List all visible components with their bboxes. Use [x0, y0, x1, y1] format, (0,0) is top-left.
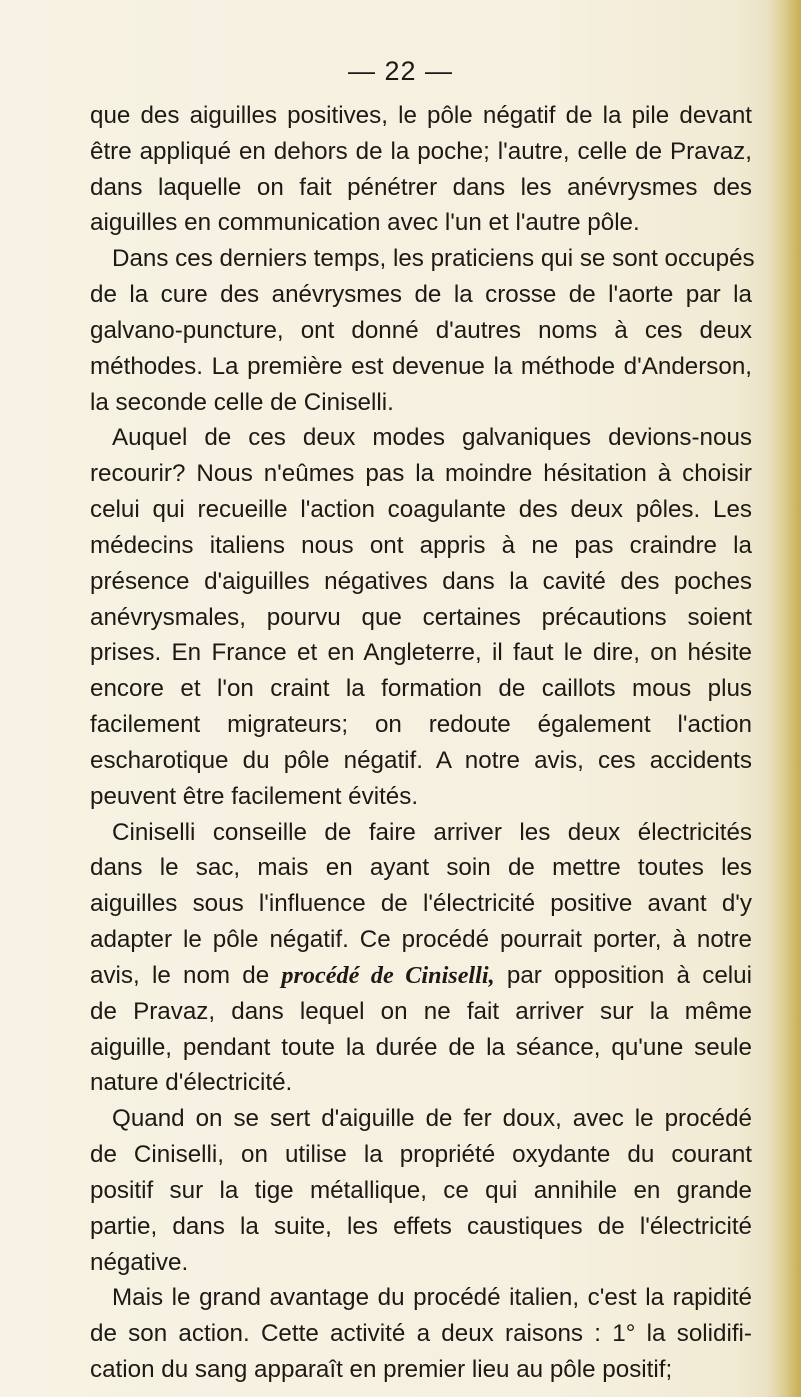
- text-line-with-italic: [90, 958, 752, 994]
- text-line: peuvent être facilement évités.: [90, 782, 419, 810]
- text-line: adapter le pôle négatif. Ce procédé pourrait porter, à notre: [90, 926, 752, 954]
- text-line: facilement migrateurs; on redoute également l'action: [90, 711, 752, 739]
- text-line: de son action. Cette activité a deux raisons : 1° la solidifi-: [90, 1320, 752, 1348]
- page-edge-stain: [767, 0, 801, 1397]
- text-line: que des aiguilles positives, le pôle négatif de la pile devant: [90, 102, 752, 129]
- text-line: cation du sang apparaît en premier lieu au pôle positif;: [90, 1355, 673, 1383]
- text-line: prises. En France et en Angleterre, il faut le dire, on hésite: [90, 639, 752, 667]
- text-line: négative.: [90, 1248, 189, 1276]
- paragraph-start-line: Dans ces derniers temps, les praticiens qui se sont occupés: [112, 245, 755, 273]
- text-line: anévrysmales, pourvu que certaines précautions soient: [90, 603, 752, 631]
- text-line: recourir? Nous n'eûmes pas la moindre hésitation à choisir: [90, 460, 752, 488]
- text-line: galvano-puncture, ont donné d'autres noms à ces deux: [90, 316, 752, 344]
- text-run: par opposition à celui: [494, 961, 752, 989]
- italic-term: procédé de Ciniselli,: [281, 961, 495, 989]
- text-line: la seconde celle de Ciniselli.: [90, 388, 394, 416]
- text-line: escharotique du pôle négatif. A notre avis, ces accidents: [90, 746, 752, 774]
- text-line: encore et l'on craint la formation de caillots mous plus: [90, 675, 752, 703]
- text-line: dans le sac, mais en ayant soin de mettre toutes les: [90, 854, 752, 882]
- text-line: positif sur la tige métallique, ce qui annihile en grande: [90, 1176, 752, 1204]
- paragraph-start-line: Quand on se sert d'aiguille de fer doux, avec le procédé: [112, 1105, 752, 1133]
- text-line: de la cure des anévrysmes de la crosse de l'aorte par la: [90, 281, 752, 309]
- text-line: aiguilles sous l'influence de l'électricité positive avant d'y: [90, 890, 752, 918]
- text-line: aiguilles en communication avec l'un et l'autre pôle.: [90, 209, 640, 237]
- text-line: nature d'électricité.: [90, 1069, 293, 1097]
- text-line: méthodes. La première est devenue la méthode d'Anderson,: [90, 352, 752, 380]
- text-body: [90, 98, 755, 1388]
- text-line: médecins italiens nous ont appris à ne pas craindre la: [90, 531, 752, 559]
- page-number-header: — 22 —: [347, 56, 454, 86]
- text-line: de Ciniselli, on utilise la propriété oxydante du courant: [90, 1141, 752, 1169]
- paragraph-start-line: Mais le grand avantage du procédé italien, c'est la rapidité: [112, 1284, 752, 1312]
- paragraph-start-line: Auquel de ces deux modes galvaniques devions-nous: [112, 424, 752, 452]
- text-line: présence d'aiguilles négatives dans la cavité des poches: [90, 567, 752, 595]
- text-line: partie, dans la suite, les effets caustiques de l'électricité: [90, 1212, 752, 1240]
- text-line: dans laquelle on fait pénétrer dans les anévrysmes des: [90, 173, 752, 201]
- text-run: avis, le nom de: [90, 961, 282, 989]
- text-line: être appliqué en dehors de la poche; l'autre, celle de Pravaz,: [90, 137, 752, 165]
- paragraph-start-line: Ciniselli conseille de faire arriver les deux électricités: [112, 818, 752, 846]
- text-line: de Pravaz, dans lequel on ne fait arriver sur la même: [90, 997, 752, 1025]
- text-line: celui qui recueille l'action coagulante des deux pôles. Les: [90, 496, 752, 524]
- text-line: aiguille, pendant toute la durée de la séance, qu'une seule: [90, 1033, 752, 1061]
